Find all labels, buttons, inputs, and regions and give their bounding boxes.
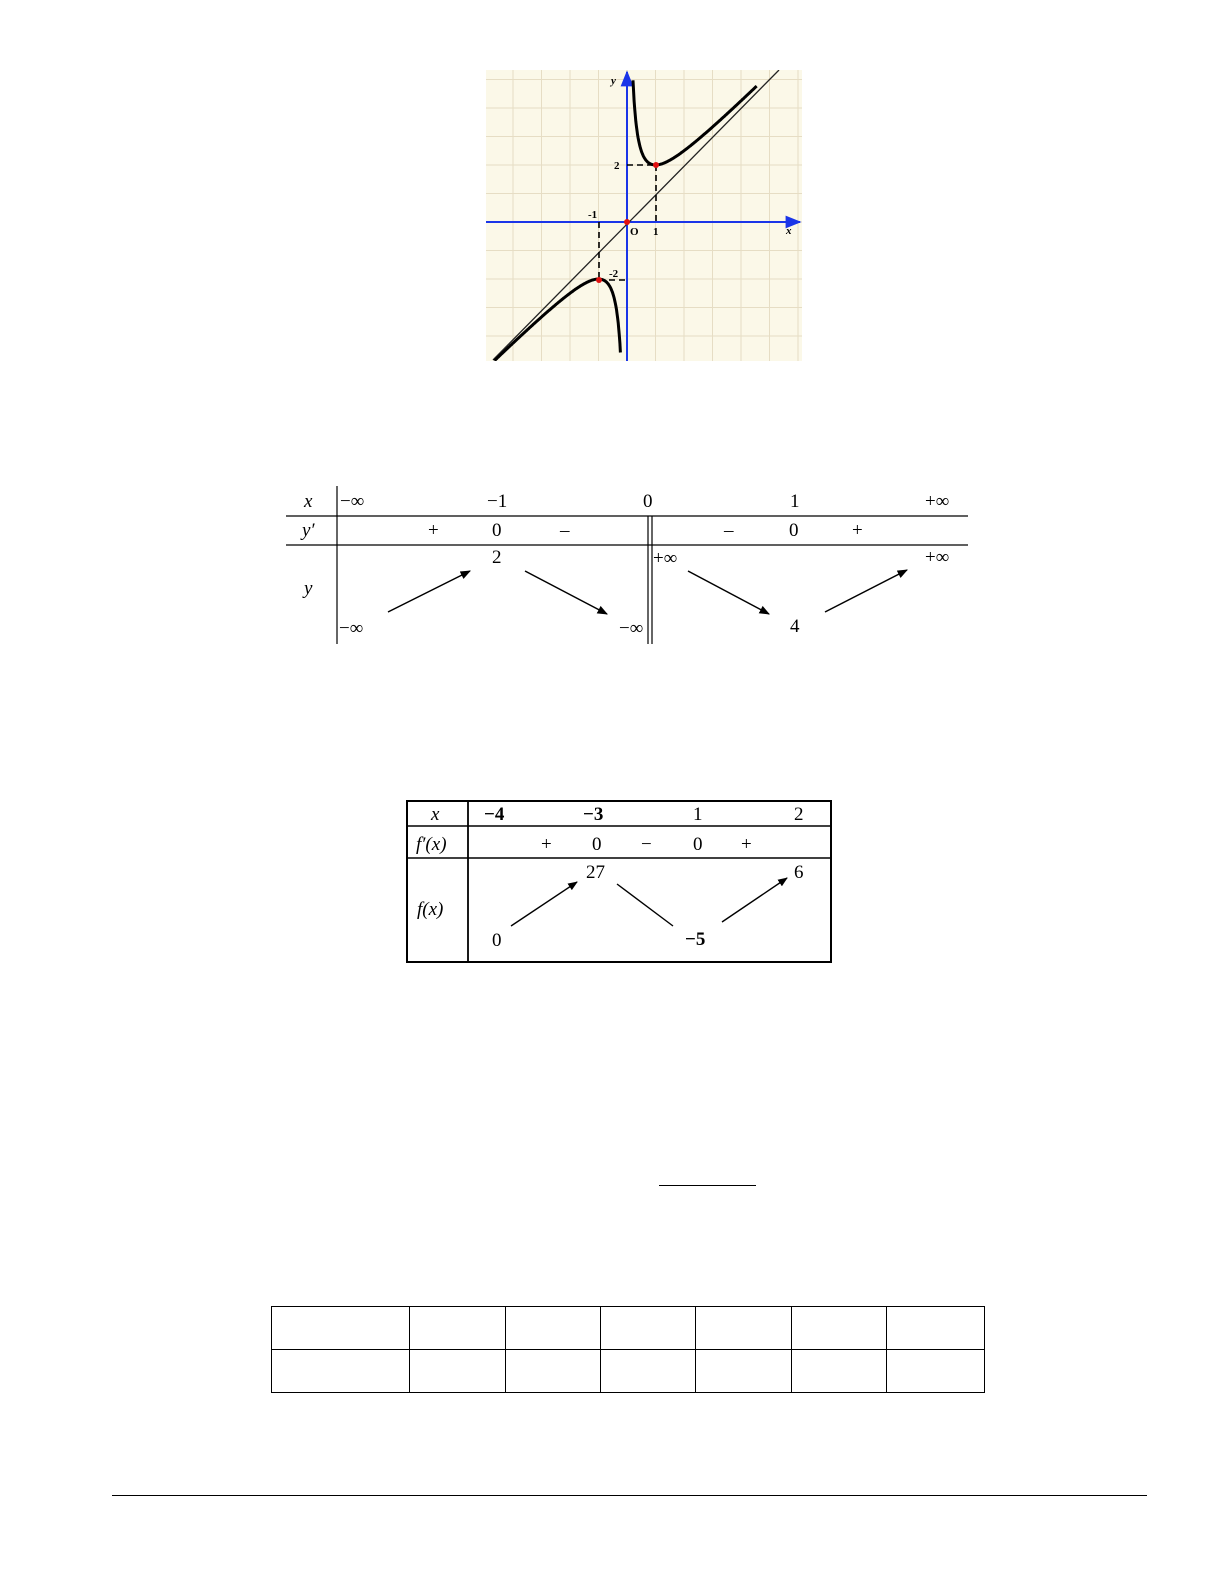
answer-table-cell <box>272 1350 410 1393</box>
answer-table-cell <box>601 1307 696 1350</box>
answer-table-cell <box>506 1350 601 1393</box>
tick-x-neg: -1 <box>588 209 598 221</box>
table2-sign: + <box>541 834 552 855</box>
table1-arrow-up <box>388 571 470 612</box>
graph-background <box>486 70 802 361</box>
table2-header-fx: f(x) <box>417 899 444 920</box>
table1-x-value: +∞ <box>925 491 950 512</box>
answer-table <box>271 1306 985 1393</box>
table2-x-value: −4 <box>484 804 505 825</box>
answer-table-cell <box>887 1307 985 1350</box>
x-axis-label: x <box>786 225 792 237</box>
table2-border <box>407 801 831 962</box>
answer-table-cell <box>506 1307 601 1350</box>
table1-sign: – <box>724 520 734 541</box>
table1-header-x: x <box>304 491 313 512</box>
point-local-max <box>596 277 602 283</box>
table2-arrow-up <box>722 878 787 922</box>
table1-y-min: 4 <box>790 616 800 637</box>
answer-table-cell <box>696 1307 792 1350</box>
table1-y-left-start: −∞ <box>339 618 364 639</box>
tick-x-pos: 1 <box>653 226 659 238</box>
tick-y-neg: -2 <box>609 268 619 280</box>
table2-f-min: −5 <box>685 929 706 950</box>
table1-x-value: −1 <box>487 491 508 512</box>
answer-table-cell <box>696 1350 792 1393</box>
table2-x-value: −3 <box>583 804 604 825</box>
table2-arrow-up <box>511 882 577 926</box>
variation-table-1 <box>280 484 970 654</box>
origin-label: O <box>630 226 639 238</box>
table2-sign: 0 <box>693 834 703 855</box>
table1-sign: 0 <box>492 520 502 541</box>
table2-x-value: 1 <box>693 804 703 825</box>
answer-table-cell <box>887 1350 985 1393</box>
point-local-min <box>653 162 659 168</box>
function-graph <box>486 70 802 361</box>
table1-sign: 0 <box>789 520 799 541</box>
answer-table-cell <box>792 1350 887 1393</box>
table2-f-end: 6 <box>794 862 804 883</box>
table2-f-start: 0 <box>492 930 502 951</box>
variation-table-2 <box>405 798 840 968</box>
table1-sign: – <box>560 520 570 541</box>
footer-rule <box>112 1495 1147 1496</box>
point-origin <box>624 219 630 225</box>
table1-x-value: 1 <box>790 491 800 512</box>
table1-y-left-end: −∞ <box>619 618 644 639</box>
table1-arrow-up <box>825 570 907 612</box>
answer-table-row <box>272 1307 985 1350</box>
answer-table-cell <box>410 1350 506 1393</box>
table1-sign: + <box>428 520 439 541</box>
table2-sign: + <box>741 834 752 855</box>
table2-f-max: 27 <box>586 862 605 883</box>
table2-header-x: x <box>431 804 440 825</box>
table1-y-right-end: +∞ <box>925 547 950 568</box>
table1-x-value: 0 <box>643 491 653 512</box>
table1-x-value: −∞ <box>340 491 365 512</box>
answer-table-cell <box>272 1307 410 1350</box>
table2-sign: − <box>641 834 652 855</box>
table1-y-right-start: +∞ <box>653 548 678 569</box>
table1-arrow-down <box>525 571 607 614</box>
table1-arrow-down <box>688 571 769 614</box>
answer-table-row <box>272 1350 985 1393</box>
table2-x-value: 2 <box>794 804 804 825</box>
table2-sign: 0 <box>592 834 602 855</box>
answer-table-cell <box>792 1307 887 1350</box>
answer-table-cell <box>601 1350 696 1393</box>
table1-y-max: 2 <box>492 547 502 568</box>
y-axis-label: y <box>611 75 616 87</box>
underline-mark <box>659 1185 756 1186</box>
table2-header-dfx: f′(x) <box>416 834 447 855</box>
table1-header-dy: y′ <box>302 520 315 541</box>
answer-table-cell <box>410 1307 506 1350</box>
table1-header-y: y <box>304 578 313 599</box>
table2-arrow-down <box>617 884 673 926</box>
table1-sign: + <box>852 520 863 541</box>
tick-y-pos: 2 <box>614 160 620 172</box>
